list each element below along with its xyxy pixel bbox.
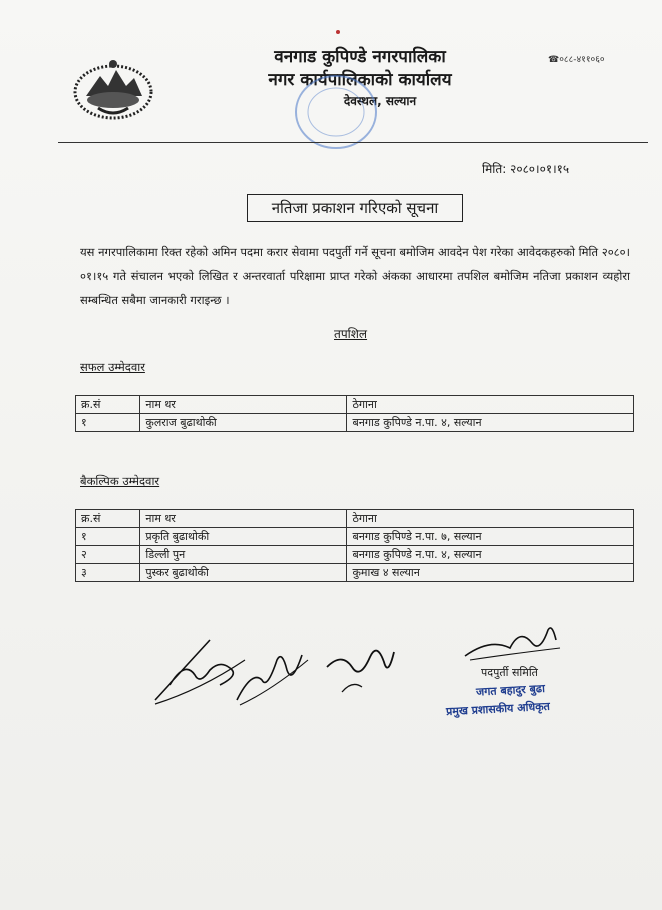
- successful-candidates-label: सफल उम्मेदवार: [80, 360, 145, 374]
- signature-2: [232, 640, 312, 710]
- table-row: [76, 546, 634, 564]
- table-cell: १: [76, 528, 140, 546]
- header-cell: क्र.सं: [76, 510, 140, 528]
- schedule-label: तपशिल: [334, 327, 368, 341]
- committee-label: पदपुर्ती समिति: [481, 666, 538, 679]
- notice-title: नतिजा प्रकाशन गरिएको सूचना: [247, 194, 463, 222]
- signatory-block: [446, 665, 606, 717]
- signatory-designation: प्रमुख प्रशासकीय अधिकृत: [445, 699, 551, 719]
- header-cell: क्र.सं: [76, 396, 140, 414]
- notice-body: यस नगरपालिकामा रिक्त रहेको अमिन पदमा करार सेवामा पदपुर्ती गर्ने सूचना बमोजिम आवदेन पेश गरेका आवेदकहरुको मिति २०८०।०१।१५ गते संचालन भएको लिखित र अन्तरवार्ता परिक्षामा प्राप्त गरेको अंकका आधारमा तपशिल बमोजिम नतिजा प्रकाशन व्यहोरा सम्बन्धित सबैमा जानकारी गराइन्छ ।: [80, 245, 630, 307]
- table-cell: २: [76, 546, 140, 564]
- municipality-name: वनगाड कुपिण्डे नगरपालिका: [274, 47, 446, 67]
- notice-date: मिति: २०८०।०१।१५: [482, 162, 570, 176]
- table-row: [76, 528, 634, 546]
- office-location: देवस्थल, सल्यान: [343, 94, 417, 108]
- alternate-candidates-table: [75, 509, 634, 582]
- table-cell: डिल्ली पुन: [140, 546, 347, 564]
- table-cell: १: [76, 414, 140, 432]
- signatory-name: जगत बहादुर बुढा: [475, 682, 546, 699]
- signature-3: [322, 632, 402, 702]
- successful-candidates-table: [75, 395, 634, 432]
- table-cell: कुमाख ४ सल्यान: [347, 564, 634, 582]
- alternate-candidates-label: बैकल्पिक उम्मेदवार: [80, 474, 160, 488]
- office-name: नगर कार्यपालिकाको कार्यालय: [268, 70, 452, 90]
- table-row: [76, 414, 634, 432]
- header-cell: नाम थर: [140, 510, 347, 528]
- header-divider: [58, 142, 648, 143]
- table-cell: बनगाड कुपिण्डे न.पा. ४, सल्यान: [347, 414, 634, 432]
- table-header-row: [76, 510, 634, 528]
- table-cell: कुलराज बुढाथोकी: [140, 414, 347, 432]
- office-phone: ☎०८८-४११०६०: [548, 55, 605, 65]
- header-cell: ठेगाना: [347, 396, 634, 414]
- table-cell: बनगाड कुपिण्डे न.पा. ७, सल्यान: [347, 528, 634, 546]
- table-cell: पुस्कर बुढाथोकी: [140, 564, 347, 582]
- office-seal: [292, 72, 380, 152]
- table-cell: प्रकृति बुढाथोकी: [140, 528, 347, 546]
- nepal-emblem-icon: [68, 56, 158, 122]
- header-cell: नाम थर: [140, 396, 347, 414]
- ink-dot: [336, 30, 340, 34]
- table-header-row: [76, 396, 634, 414]
- table-row: [76, 564, 634, 582]
- signature-4: [460, 618, 570, 668]
- table-cell: ३: [76, 564, 140, 582]
- header-cell: ठेगाना: [347, 510, 634, 528]
- table-cell: बनगाड कुपिण्डे न.पा. ४, सल्यान: [347, 546, 634, 564]
